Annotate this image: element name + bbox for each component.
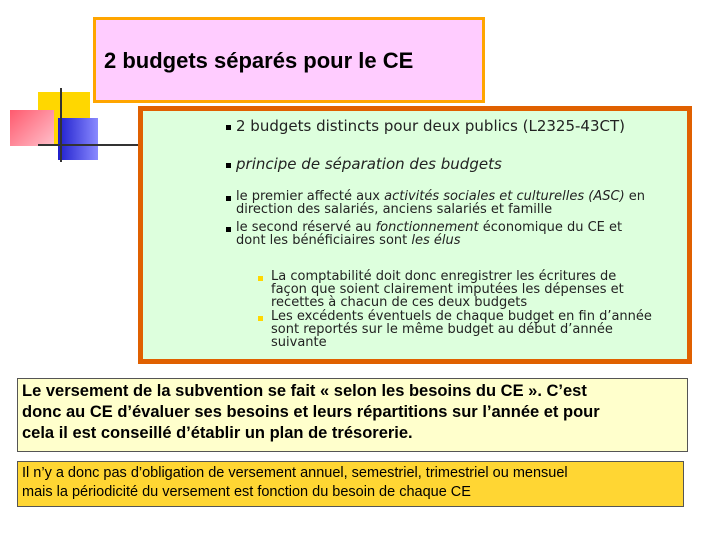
decor-pink-square [10, 110, 54, 146]
list-item: le second réservé au fonctionnement économique du CE et dont les bénéficiaires sont les élus [236, 220, 623, 248]
content-box [138, 106, 692, 364]
decor-vertical-line [60, 88, 62, 162]
bullet-icon [258, 276, 263, 281]
slide-title: 2 budgets séparés pour le CE [104, 48, 414, 73]
decor-blue-square [58, 118, 98, 160]
list-item: principe de séparation des budgets [236, 155, 502, 173]
bullet-icon [226, 196, 231, 201]
list-item: le premier affecté aux activités sociales et culturelles (ASC) en direction des salariés, anciens salariés et famille [236, 189, 646, 217]
title-box [93, 17, 485, 103]
bullet-icon [226, 227, 231, 232]
callout-subvention: Le versement de la subvention se fait « selon les besoins du CE ». C’est donc au CE d’évaluer ses besoins et leurs répartitions sur l’année et pour cela il est conseillé d’établir un plan de trésorerie. [17, 378, 688, 452]
list-item: 2 budgets distincts pour deux publics (L2325-43CT) [236, 117, 625, 135]
callout-periodicite: Il n’y a donc pas d’obligation de versement annuel, semestriel, trimestriel ou mensuel mais la périodicité du versement est fonction du besoin de chaque CE [17, 461, 684, 507]
bullet-icon [258, 316, 263, 321]
decor-horizontal-line [38, 144, 144, 146]
bullet-icon [226, 125, 231, 130]
sub-list-item: Les excédents éventuels de chaque budget en fin d’année sont reportés sur le même budget au début d’année suivante [271, 309, 652, 350]
sub-list-item: La comptabilité doit donc enregistrer les écritures de façon que soient clairement imputées les dépenses et recettes à chacun de ces deux budgets [271, 269, 624, 310]
bullet-icon [226, 163, 231, 168]
